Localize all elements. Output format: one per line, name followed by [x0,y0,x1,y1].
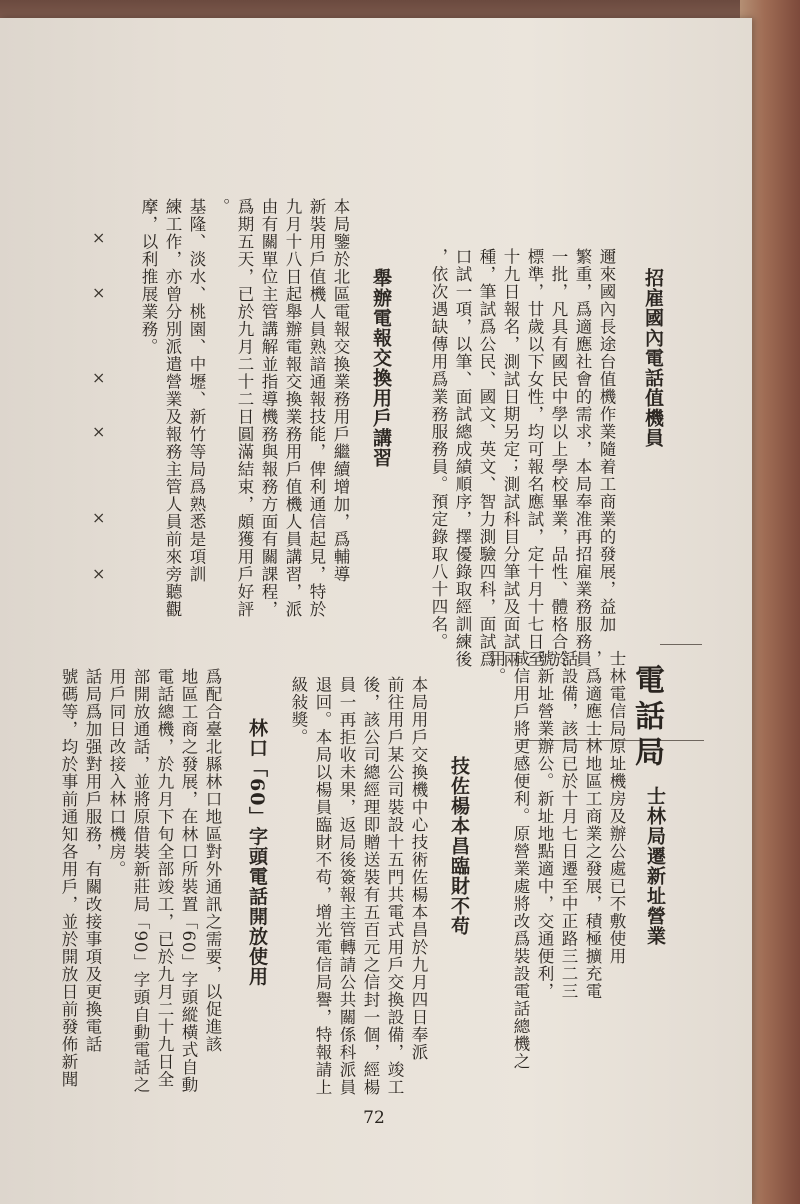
page-number: 72 [363,1108,385,1128]
separator-mark: × [92,422,106,441]
article4-title: 技佐楊本昌臨財不苟 [448,756,470,936]
article2-body: 本局鑒於北區電報交換業務用戶繼續增加，爲輔導 新裝用戶值機人員熟諳通報技能，俾利通信起見，特於 九月十八日起舉辦電報交換業務用戶值機人員講習，派 由有關單位主管講解並指導機務與報務方面有關課程， 爲期五天，已於九月二十二日圓滿結束，頗獲用戶好評 。 基隆、淡水、桃園、中壢、新竹等局爲熟悉是項訓 練工作，亦曾分別派遣營業及報務主管人員前來旁聽觀 摩，以利推展業務。 [139,198,350,618]
separator-mark: × [92,508,106,527]
article1-body: 邇來國內長途台值機作業隨着工商業的發展，益加 繁重，爲適應社會的需求，本局奉准再招雇業務服務員 一批，凡具有國民中學以上學校畢業，品性、體格合於 標準，廿歲以下女性，均可報名應試，定十月十七日至 十九日報名，測試日期另定；測試科目分筆試及面試兩 種，筆試爲公民、國文、英文、智力測驗四科，面試爲 口試一項，以筆、面試總成績順序，擇優錄取經訓練後 ，依次遇缺傳用爲業務服務員。預定錄取八十四名。 [429,248,616,668]
book-page [0,18,752,1204]
article1-title: 招雇國內電話值機員 [642,268,664,448]
separator-mark: × [92,564,106,583]
article3-title: 士林局遷新址營業 [644,786,666,946]
separator-mark: × [92,368,106,387]
separator-mark: × [92,228,106,247]
article5-body: 爲配合臺北縣林口地區對外通訊之需要，以促進該 地區工商之發展，在林口所裝置「60」字頭縱橫式自動 電話總機，於九月下旬全部竣工，已於九月二十九日全 部開放通話，並將原借裝新莊局「90」字頭自動電話之 用戶同日改接入林口機房。 話局爲加强對用戶服務，有關改接事項及更換電話 號碼等，均於事前通知各用戶，並於開放日前發佈新聞 [59,668,222,1094]
section-header: 電話局 [629,664,664,772]
article2-title: 舉辦電報交換用戶講習 [370,268,392,468]
article4-body: 本局用戶交換機中心技術佐楊本昌於九月四日奉派 前往用戶某公司裝設十五門共電式用戶交換設備，竣工 後，該公司總經理即贈送裝有五百元之信封一個，經楊 員一再拒收未果，返局後簽報主管轉請公共關係科派員 退回。本局以楊員臨財不苟，增光電信局譽，特報請上 級敍獎。 [289,676,428,1096]
separator-mark: × [92,283,106,302]
article5-title: 林口「60」字頭電話開放使用 [246,718,268,987]
header-rule-top [660,644,702,645]
article3-body: 士林電信局原址機房及辦公處已不敷使用 ，爲適應士林地區工商業之發展，積極擴充電 話設備，該局已於十月七日遷至中正路三二三 號新址營業辦公。新址地點適中，交通便利， 咸信用戶將更感便利。原營業處將改爲裝設電話總機之 用。 [487,650,626,1070]
